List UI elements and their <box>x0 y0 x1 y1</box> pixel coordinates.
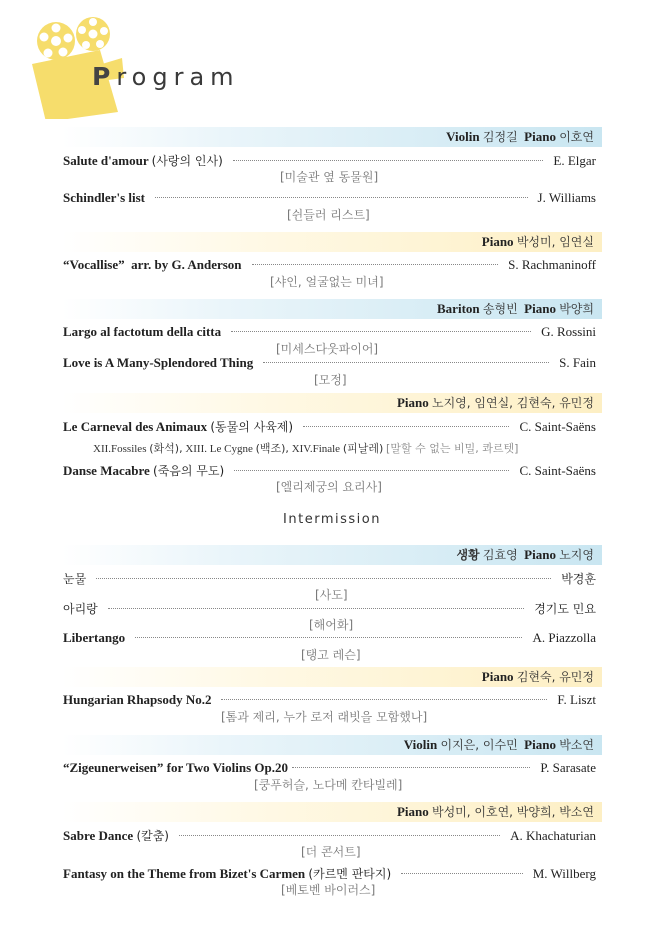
program-item: Hungarian Rhapsody No.2 F. Liszt <box>63 692 596 707</box>
program-item: 아리랑 경기도 민요 <box>63 602 596 616</box>
program-item: Salute d'amour (사랑의 인사) E. Elgar <box>63 153 596 168</box>
film-title: [엘리제궁의 요리사] <box>276 480 382 494</box>
performer-band: Piano 박성미, 임연실 <box>62 232 602 252</box>
performer-band: Bariton 송형빈 Piano 박양희 <box>62 299 602 319</box>
title-initial: P <box>92 62 117 91</box>
movement-detail: XII.Fossiles (화석), XIII. Le Cygne (백조), XIV.Finale (피날레) [말할 수 없는 비밀, 콰르텟] <box>93 442 519 455</box>
film-title: [미술관 옆 동물원] <box>280 170 379 184</box>
program-item: “Vocallise” arr. by G. Anderson S. Rachmaninoff <box>63 257 596 272</box>
film-title: [탱고 레슨] <box>301 648 361 662</box>
title-rest: rogram <box>116 63 240 91</box>
film-title: [샤인, 얼굴없는 미녀] <box>270 275 384 289</box>
film-title: [더 콘서트] <box>301 845 361 859</box>
performer-band: 생황 김효영 Piano 노지영 <box>62 545 602 565</box>
program-item: “Zigeunerweisen” for Two Violins Op.20 P. Sarasate <box>63 760 596 775</box>
film-title: [모정] <box>314 373 347 387</box>
program-item: Largo al factotum della citta G. Rossini <box>63 324 596 339</box>
program-item: Sabre Dance (칼춤) A. Khachaturian <box>63 828 596 843</box>
film-title: [미세스다웃파이어] <box>276 342 379 356</box>
film-title: [톰과 제리, 누가 로저 래빗을 모함했나] <box>221 710 428 724</box>
program-item: Libertango A. Piazzolla <box>63 630 596 645</box>
performer-band: Piano 김현숙, 유민정 <box>62 667 602 687</box>
performer-band: Violin 김정길 Piano 이호연 <box>62 127 602 147</box>
program-item: Schindler's list J. Williams <box>63 190 596 205</box>
program-item: Love is A Many-Splendored Thing S. Fain <box>63 355 596 370</box>
intermission-label: Intermission <box>283 512 381 527</box>
performer-band: Violin 이지은, 이수민 Piano 박소연 <box>62 735 602 755</box>
film-title: [해어화] <box>309 618 354 632</box>
performer-band: Piano 박성미, 이호연, 박양희, 박소연 <box>62 802 602 822</box>
film-title: [쉰들러 리스트] <box>287 208 370 222</box>
performer-band: Piano 노지영, 임연실, 김현숙, 유민정 <box>62 393 602 413</box>
program-item: Fantasy on the Theme from Bizet's Carmen (카르멘 판타지) M. Willberg <box>63 866 596 881</box>
film-title: [베토벤 바이러스] <box>281 883 376 897</box>
page-title <box>92 62 240 91</box>
film-title: [쿵푸허슬, 노다메 칸타빌레] <box>254 778 403 792</box>
program-item: Danse Macabre (죽음의 무도) C. Saint-Saëns <box>63 463 596 478</box>
program-item: 눈물 박경훈 <box>63 572 596 586</box>
film-title: [사도] <box>315 588 348 602</box>
program-item: Le Carneval des Animaux (동물의 사육제) C. Saint-Saëns <box>63 419 596 434</box>
